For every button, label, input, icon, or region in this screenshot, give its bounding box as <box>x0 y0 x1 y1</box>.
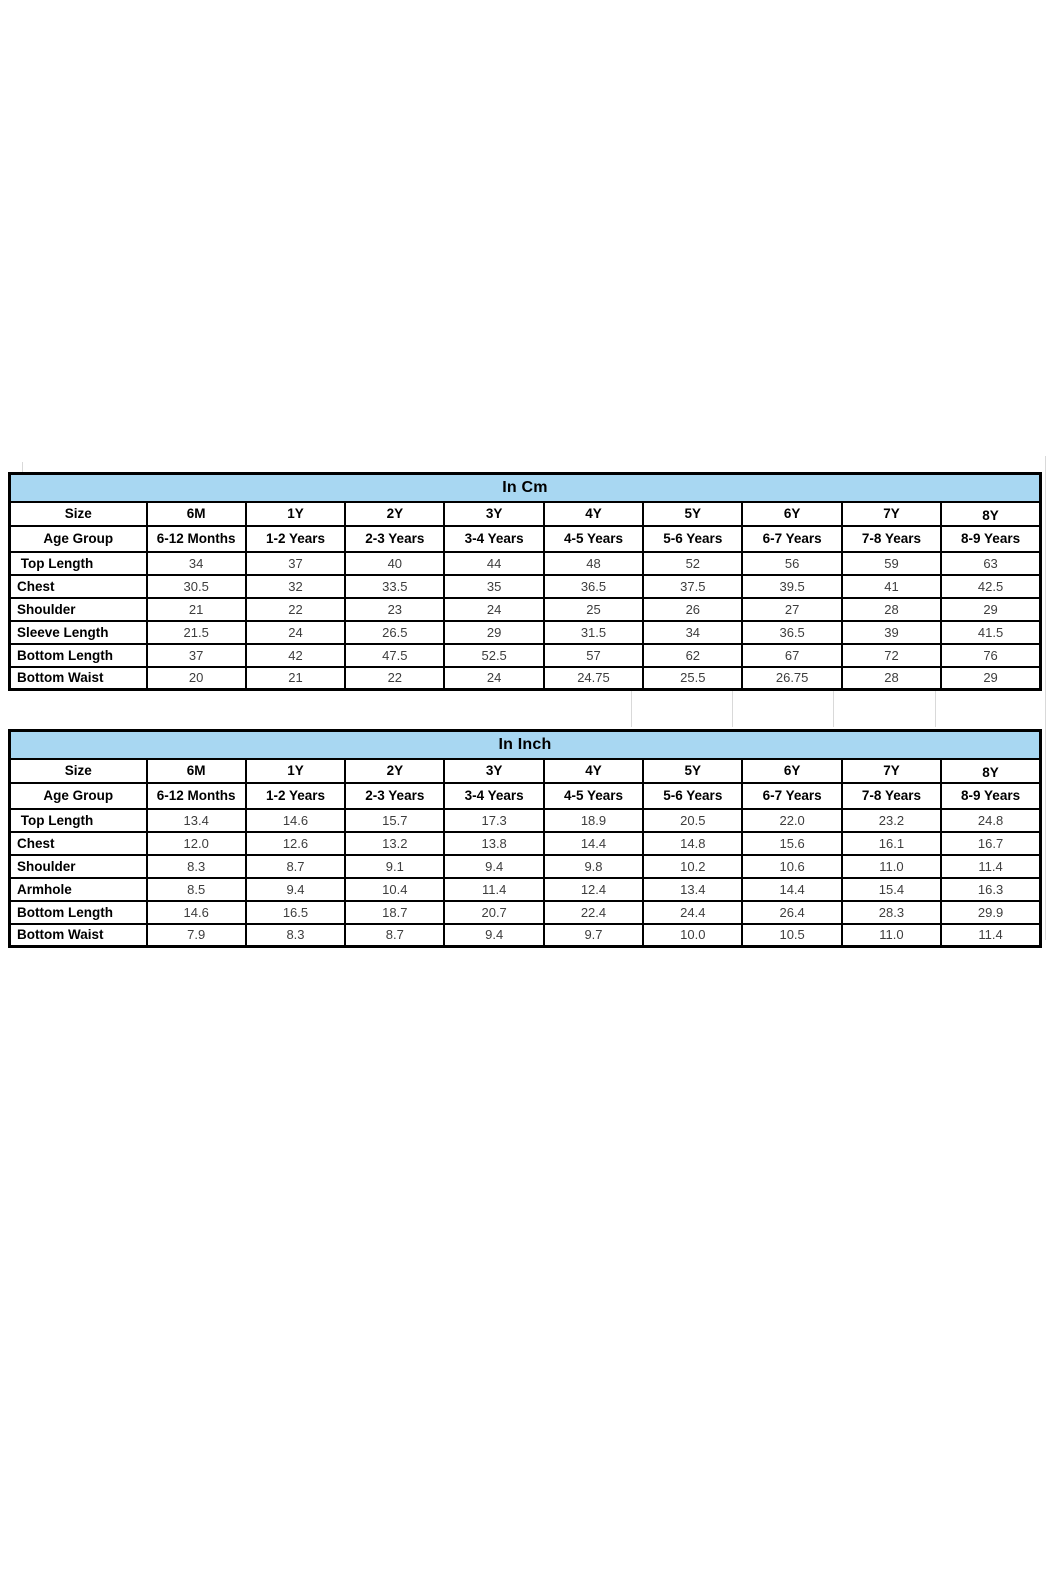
value-cell: 11.4 <box>444 878 543 901</box>
value-cell: 14.6 <box>147 901 246 924</box>
value-cell: 1Y <box>246 502 345 526</box>
gridline-remnant <box>22 462 23 472</box>
value-cell: 42 <box>246 644 345 667</box>
value-cell: 57 <box>544 644 643 667</box>
value-cell: 9.1 <box>345 855 444 878</box>
value-cell: 10.0 <box>643 924 742 947</box>
value-cell: 6-12 Months <box>147 526 246 552</box>
value-cell: 8-9 Years <box>941 783 1040 809</box>
size-chart-inch-table <box>8 729 1042 948</box>
value-cell: 21 <box>246 667 345 690</box>
table-row <box>10 759 1041 783</box>
value-cell: 20 <box>147 667 246 690</box>
value-cell: 17.3 <box>444 809 543 832</box>
value-cell: 8-9 Years <box>941 526 1040 552</box>
value-cell: 14.4 <box>544 832 643 855</box>
value-cell: 42.5 <box>941 575 1040 598</box>
value-cell: 11.4 <box>941 855 1040 878</box>
value-cell: 34 <box>643 621 742 644</box>
value-cell: 10.4 <box>345 878 444 901</box>
value-cell: 5-6 Years <box>643 526 742 552</box>
value-cell: 44 <box>444 552 543 575</box>
value-cell: 37.5 <box>643 575 742 598</box>
size-chart-cm-table <box>8 472 1042 691</box>
value-cell: 4-5 Years <box>544 783 643 809</box>
gridline-remnant <box>732 691 733 727</box>
row-label-cell: Size <box>10 502 147 526</box>
value-cell: 11.4 <box>941 924 1040 947</box>
table-body <box>10 759 1041 947</box>
row-label-cell: Age Group <box>10 783 147 809</box>
value-cell: 16.3 <box>941 878 1040 901</box>
value-cell: 10.6 <box>742 855 841 878</box>
value-cell: 20.7 <box>444 901 543 924</box>
value-cell: 24.8 <box>941 809 1040 832</box>
value-cell: 4-5 Years <box>544 526 643 552</box>
value-cell: 29 <box>444 621 543 644</box>
row-label-cell: Size <box>10 759 147 783</box>
value-cell: 6M <box>147 502 246 526</box>
value-cell: 1-2 Years <box>246 783 345 809</box>
value-cell: 28.3 <box>842 901 941 924</box>
value-cell: 11.0 <box>842 855 941 878</box>
value-cell: 20.5 <box>643 809 742 832</box>
value-cell: 26.4 <box>742 901 841 924</box>
value-cell: 7-8 Years <box>842 526 941 552</box>
value-cell: 3-4 Years <box>444 783 543 809</box>
value-cell: 37 <box>147 644 246 667</box>
value-cell: 18.7 <box>345 901 444 924</box>
value-cell: 6Y <box>742 759 841 783</box>
value-cell: 13.2 <box>345 832 444 855</box>
value-cell: 14.6 <box>246 809 345 832</box>
value-cell: 16.5 <box>246 901 345 924</box>
table-title-inch: In Inch <box>10 731 1041 759</box>
value-cell: 13.4 <box>147 809 246 832</box>
value-cell: 39 <box>842 621 941 644</box>
value-cell: 2-3 Years <box>345 526 444 552</box>
table-body <box>10 502 1041 690</box>
table-row <box>10 552 1041 575</box>
value-cell: 41 <box>842 575 941 598</box>
table-row <box>10 621 1041 644</box>
value-cell: 34 <box>147 552 246 575</box>
value-cell: 5-6 Years <box>643 783 742 809</box>
value-cell: 23 <box>345 598 444 621</box>
row-label-cell: Chest <box>10 575 147 598</box>
value-cell: 27 <box>742 598 841 621</box>
value-cell: 16.1 <box>842 832 941 855</box>
value-cell: 22.0 <box>742 809 841 832</box>
value-cell: 15.6 <box>742 832 841 855</box>
value-cell: 9.4 <box>444 924 543 947</box>
value-cell: 1-2 Years <box>246 526 345 552</box>
value-cell: 26.5 <box>345 621 444 644</box>
value-cell: 2Y <box>345 759 444 783</box>
value-cell: 56 <box>742 552 841 575</box>
value-cell: 23.2 <box>842 809 941 832</box>
value-cell: 13.4 <box>643 878 742 901</box>
value-cell: 24 <box>444 598 543 621</box>
value-cell: 28 <box>842 598 941 621</box>
table-row <box>10 526 1041 552</box>
value-cell: 26.75 <box>742 667 841 690</box>
row-label-cell: Bottom Length <box>10 901 147 924</box>
value-cell: 7Y <box>842 759 941 783</box>
table-row <box>10 783 1041 809</box>
value-cell: 31.5 <box>544 621 643 644</box>
value-cell: 8.3 <box>246 924 345 947</box>
value-cell: 9.8 <box>544 855 643 878</box>
table-row <box>10 575 1041 598</box>
value-cell: 29.9 <box>941 901 1040 924</box>
value-cell: 12.0 <box>147 832 246 855</box>
value-cell: 7.9 <box>147 924 246 947</box>
value-cell: 8.5 <box>147 878 246 901</box>
value-cell: 62 <box>643 644 742 667</box>
value-cell: 33.5 <box>345 575 444 598</box>
value-cell: 25 <box>544 598 643 621</box>
gridline-remnant <box>631 691 632 727</box>
value-cell: 24 <box>246 621 345 644</box>
value-cell: 29 <box>941 667 1040 690</box>
table-row <box>10 855 1041 878</box>
value-cell: 21.5 <box>147 621 246 644</box>
value-cell: 52 <box>643 552 742 575</box>
value-cell: 12.4 <box>544 878 643 901</box>
value-cell: 30.5 <box>147 575 246 598</box>
value-cell: 36.5 <box>544 575 643 598</box>
table-row <box>10 878 1041 901</box>
value-cell: 2-3 Years <box>345 783 444 809</box>
value-cell: 59 <box>842 552 941 575</box>
row-label-cell: Age Group <box>10 526 147 552</box>
value-cell: 10.5 <box>742 924 841 947</box>
table-row <box>10 598 1041 621</box>
value-cell: 47.5 <box>345 644 444 667</box>
value-cell: 67 <box>742 644 841 667</box>
value-cell: 36.5 <box>742 621 841 644</box>
value-cell: 6-7 Years <box>742 526 841 552</box>
value-cell: 4Y <box>544 759 643 783</box>
row-label-cell: Shoulder <box>10 598 147 621</box>
value-cell: 28 <box>842 667 941 690</box>
value-cell: 24 <box>444 667 543 690</box>
table-row <box>10 809 1041 832</box>
table-title-row <box>10 474 1041 502</box>
value-cell: 8.7 <box>246 855 345 878</box>
value-cell: 52.5 <box>444 644 543 667</box>
value-cell: 48 <box>544 552 643 575</box>
value-cell: 63 <box>941 552 1040 575</box>
value-cell: 29 <box>941 598 1040 621</box>
row-label-cell: Chest <box>10 832 147 855</box>
value-cell: 40 <box>345 552 444 575</box>
value-cell: 15.4 <box>842 878 941 901</box>
row-label-cell: Shoulder <box>10 855 147 878</box>
row-label-cell: Armhole <box>10 878 147 901</box>
table-title-cm: In Cm <box>10 474 1041 502</box>
value-cell: 76 <box>941 644 1040 667</box>
value-cell: 7-8 Years <box>842 783 941 809</box>
value-cell: 72 <box>842 644 941 667</box>
table-row <box>10 644 1041 667</box>
value-cell: 8.3 <box>147 855 246 878</box>
value-cell: 18.9 <box>544 809 643 832</box>
value-cell: 16.7 <box>941 832 1040 855</box>
value-cell: 3-4 Years <box>444 526 543 552</box>
value-cell: 22 <box>345 667 444 690</box>
value-cell: 5Y <box>643 502 742 526</box>
gridline-remnant <box>833 691 834 727</box>
value-cell: 7Y <box>842 502 941 526</box>
value-cell: 6M <box>147 759 246 783</box>
value-cell: 11.0 <box>842 924 941 947</box>
value-cell: 37 <box>246 552 345 575</box>
table-row <box>10 901 1041 924</box>
table-title-row <box>10 731 1041 759</box>
value-cell: 22 <box>246 598 345 621</box>
value-cell: 9.7 <box>544 924 643 947</box>
value-cell: 24.4 <box>643 901 742 924</box>
gridline-remnant <box>1045 456 1046 940</box>
value-cell: 4Y <box>544 502 643 526</box>
value-cell: 21 <box>147 598 246 621</box>
value-cell: 8Y <box>941 502 1040 526</box>
value-cell: 5Y <box>643 759 742 783</box>
row-label-cell: Bottom Waist <box>10 924 147 947</box>
table-row <box>10 502 1041 526</box>
table-row <box>10 667 1041 690</box>
value-cell: 1Y <box>246 759 345 783</box>
table-row <box>10 832 1041 855</box>
value-cell: 14.4 <box>742 878 841 901</box>
value-cell: 8Y <box>941 759 1040 783</box>
value-cell: 8.7 <box>345 924 444 947</box>
value-cell: 39.5 <box>742 575 841 598</box>
value-cell: 6Y <box>742 502 841 526</box>
value-cell: 35 <box>444 575 543 598</box>
table-row <box>10 924 1041 947</box>
value-cell: 3Y <box>444 502 543 526</box>
value-cell: 22.4 <box>544 901 643 924</box>
row-label-cell: Bottom Length <box>10 644 147 667</box>
value-cell: 6-12 Months <box>147 783 246 809</box>
value-cell: 6-7 Years <box>742 783 841 809</box>
row-label-cell: Bottom Waist <box>10 667 147 690</box>
gridline-remnant <box>935 691 936 727</box>
value-cell: 24.75 <box>544 667 643 690</box>
value-cell: 3Y <box>444 759 543 783</box>
value-cell: 9.4 <box>444 855 543 878</box>
value-cell: 32 <box>246 575 345 598</box>
value-cell: 26 <box>643 598 742 621</box>
value-cell: 41.5 <box>941 621 1040 644</box>
value-cell: 12.6 <box>246 832 345 855</box>
row-label-cell: Top Length <box>10 552 147 575</box>
value-cell: 25.5 <box>643 667 742 690</box>
value-cell: 13.8 <box>444 832 543 855</box>
value-cell: 9.4 <box>246 878 345 901</box>
row-label-cell: Sleeve Length <box>10 621 147 644</box>
row-label-cell: Top Length <box>10 809 147 832</box>
value-cell: 15.7 <box>345 809 444 832</box>
value-cell: 10.2 <box>643 855 742 878</box>
value-cell: 14.8 <box>643 832 742 855</box>
value-cell: 2Y <box>345 502 444 526</box>
